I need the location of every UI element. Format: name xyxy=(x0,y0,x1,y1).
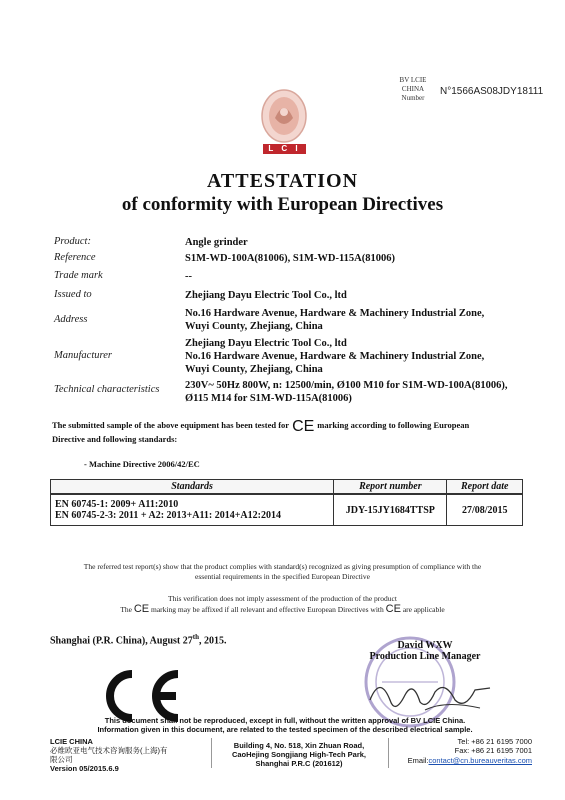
address-line: CaoHejing Songjiang High-Tech Park, xyxy=(231,750,367,759)
footer-email-label: Email: xyxy=(407,756,429,765)
note-line: This verification does not imply assessment of the production of the product xyxy=(168,594,397,603)
footer-divider xyxy=(388,738,389,768)
table-header: Report date xyxy=(447,480,523,495)
standard-line: EN 60745-2-3: 2011 + A2: 2013+A11: 2014+A12:2014 xyxy=(55,510,281,521)
footer-address xyxy=(214,741,384,768)
footer-tel: Tel: +86 21 6195 7000 xyxy=(457,737,532,746)
footer-version: Version 05/2015.6.9 xyxy=(50,764,119,773)
table-header: Report number xyxy=(334,480,447,495)
signatory-block xyxy=(360,640,490,662)
page-subtitle: of conformity with European Directives xyxy=(121,194,444,215)
address-line: No.16 Hardware Avenue, Hardware & Machinery Industrial Zone, xyxy=(185,308,485,319)
bv-line: Number xyxy=(401,94,425,102)
page-title: ATTESTATION xyxy=(206,170,359,192)
verification-note xyxy=(40,594,525,615)
directive-item: - Machine Directive 2006/42/EC xyxy=(84,459,200,469)
note-text: marking may be affixed if all relevant and effective European Directives with xyxy=(151,605,384,614)
table-header: Standards xyxy=(51,480,334,495)
place-date-sup: th xyxy=(192,633,199,641)
report-number-cell: JDY-15JY1684TTSP xyxy=(334,494,447,526)
submitted-text: marking according to following European xyxy=(317,420,470,430)
footer-contact xyxy=(392,737,532,765)
field-value-technical xyxy=(185,379,508,405)
bv-line: BV LCIE xyxy=(399,76,427,84)
field-value-address xyxy=(185,307,484,333)
field-value-manufacturer xyxy=(185,337,484,376)
note-line: essential requirements in the specified European Directive xyxy=(195,572,370,581)
compliance-note xyxy=(40,562,525,582)
address-line: Shanghai P.R.C (201612) xyxy=(255,759,343,768)
address-line: Wuyi County, Zhejiang, China xyxy=(185,321,323,332)
disclaimer-line: This document shall not be reproduced, except in full, without the written approval of BV LCIE China. xyxy=(104,716,466,725)
lcie-caption: L C I E xyxy=(263,144,306,154)
footer-company-cn: 必维欧亚电气技术咨询服务(上海)有 xyxy=(50,746,168,755)
field-label-technical: Technical characteristics xyxy=(54,384,160,395)
submitted-paragraph xyxy=(52,419,522,445)
footer-email-row xyxy=(392,756,532,765)
technical-line: Ø115 M14 for S1M-WD-115A(81006) xyxy=(185,393,352,404)
signatory-title: Production Line Manager xyxy=(369,651,481,662)
place-date-text: , 2015. xyxy=(198,635,227,647)
field-label-address: Address xyxy=(54,314,88,325)
table-row xyxy=(51,494,523,526)
field-value-trademark: -- xyxy=(185,271,192,282)
place-date-text: Shanghai (P.R. China), August 27 xyxy=(50,635,193,647)
field-value-reference: S1M-WD-100A(81006), S1M-WD-115A(81006) xyxy=(185,253,395,264)
field-label-issued-to: Issued to xyxy=(54,289,92,300)
handwritten-signature-icon xyxy=(365,670,495,720)
manufacturer-line: No.16 Hardware Avenue, Hardware & Machinery Industrial Zone, xyxy=(185,351,485,362)
bv-lcie-block xyxy=(388,76,438,103)
footer-company-name: LCIE CHINA xyxy=(50,737,93,746)
field-value-product: Angle grinder xyxy=(185,237,248,248)
technical-line: 230V~ 50Hz 800W, n: 12500/min, Ø100 M10 for S1M-WD-100A(81006), xyxy=(185,380,508,391)
field-label-trademark: Trade mark xyxy=(54,270,103,281)
footer-email-link[interactable]: contact@cn.bureauveritas.com xyxy=(428,756,532,765)
standard-line: EN 60745-1: 2009+ A11:2010 xyxy=(55,499,179,510)
ce-mark-inline: CE xyxy=(292,418,315,435)
field-label-product: Product: xyxy=(54,236,91,247)
footer-company-cn: 限公司 xyxy=(50,755,73,764)
standards-table xyxy=(50,479,523,526)
certificate-number: N°1566AS08JDY18111 xyxy=(440,86,544,97)
standards-cell xyxy=(51,494,334,526)
ce-mark-inline: CE xyxy=(133,603,150,615)
signatory-name: David WXW xyxy=(397,640,453,651)
place-date xyxy=(50,633,226,646)
note-text: The xyxy=(120,605,132,614)
note-text: are applicable xyxy=(402,605,445,614)
field-label-manufacturer: Manufacturer xyxy=(54,350,112,361)
disclaimer-line: Information given in this document, are related to the tested specimen of the described electrical sample. xyxy=(97,725,473,734)
submitted-text: Directive and following standards: xyxy=(52,434,178,444)
manufacturer-line: Zhejiang Dayu Electric Tool Co., ltd xyxy=(185,338,347,349)
note-line xyxy=(40,604,525,615)
footer-fax: Fax: +86 21 6195 7001 xyxy=(454,746,532,755)
footer-divider xyxy=(211,738,212,768)
note-line: The referred test report(s) show that the product complies with standard(s) recognized as giving presumption of compliance with the xyxy=(83,562,482,571)
footer-company xyxy=(50,737,210,773)
address-line: Building 4, No. 518, Xin Zhuan Road, xyxy=(233,741,365,750)
bv-line: CHINA xyxy=(401,85,425,93)
field-label-reference: Reference xyxy=(54,252,96,263)
manufacturer-line: Wuyi County, Zhejiang, China xyxy=(185,364,323,375)
submitted-text: The submitted sample of the above equipment has been tested for xyxy=(52,420,290,430)
ce-mark-inline: CE xyxy=(385,603,401,615)
field-value-issued-to: Zhejiang Dayu Electric Tool Co., ltd xyxy=(185,290,347,301)
report-date-cell: 27/08/2015 xyxy=(447,494,523,526)
